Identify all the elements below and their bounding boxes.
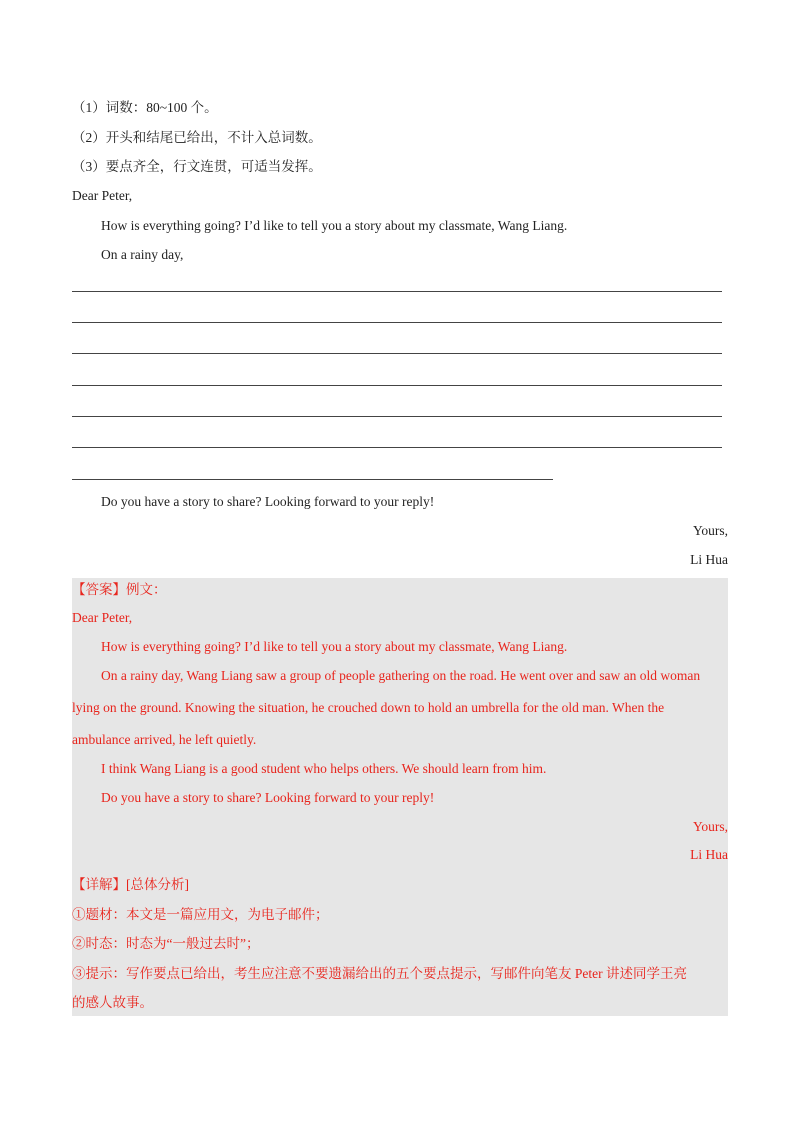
answer-paragraph-3: I think Wang Liang is a good student who helps others. We should learn from him.: [101, 761, 547, 776]
answer-signature: Li Hua: [690, 847, 728, 862]
writing-line: [72, 416, 722, 417]
writing-line: [72, 385, 722, 386]
letter-signature: Li Hua: [690, 552, 728, 567]
answer-paragraph-1: How is everything going? I’d like to tell you a story about my classmate, Wang Liang.: [101, 639, 568, 654]
writing-line: [72, 479, 553, 480]
letter-opening: How is everything going? I’d like to tell you a story about my classmate, Wang Liang.: [101, 218, 568, 233]
answer-label: 【答案】例文：: [72, 582, 167, 597]
explanation-item-3-line-1: ③提示：写作要点已给出，考生应注意不要遗漏给出的五个要点提示，写邮件向笔友 Peter 讲述同学王亮: [72, 966, 687, 981]
writing-line: [72, 291, 722, 292]
explanation-item-2: ②时态：时态为“一般过去时”；: [72, 936, 260, 951]
answer-salutation: Dear Peter,: [72, 610, 133, 625]
explanation-item-1: ①题材：本文是一篇应用文，为电子邮件；: [72, 907, 329, 922]
answer-paragraph-4: Do you have a story to share? Looking forward to your reply!: [101, 790, 435, 805]
letter-prompt: On a rainy day,: [101, 247, 184, 262]
answer-paragraph-2-line-1: On a rainy day, Wang Liang saw a group of people gathering on the road. He went over and saw an old woman: [101, 668, 701, 683]
letter-signoff: Yours,: [692, 523, 728, 538]
requirement-3: （3）要点齐全，行文连贯，可适当发挥。: [72, 159, 322, 174]
explanation-item-3-line-2: 的感人故事。: [72, 995, 153, 1010]
writing-line: [72, 322, 722, 323]
writing-line: [72, 447, 722, 448]
explanation-label: 【详解】[总体分析]: [72, 877, 189, 892]
answer-paragraph-2-line-3: ambulance arrived, he left quietly.: [72, 732, 257, 747]
requirement-2: （2）开头和结尾已给出，不计入总词数。: [72, 130, 322, 145]
letter-closing-question: Do you have a story to share? Looking forward to your reply!: [101, 494, 435, 509]
letter-salutation: Dear Peter,: [72, 188, 133, 203]
answer-signoff: Yours,: [692, 819, 728, 834]
requirement-1: （1）词数：80~100 个。: [72, 100, 218, 115]
writing-line: [72, 353, 722, 354]
answer-paragraph-2-line-2: lying on the ground. Knowing the situation, he crouched down to hold an umbrella for the old man. When the: [72, 700, 665, 715]
